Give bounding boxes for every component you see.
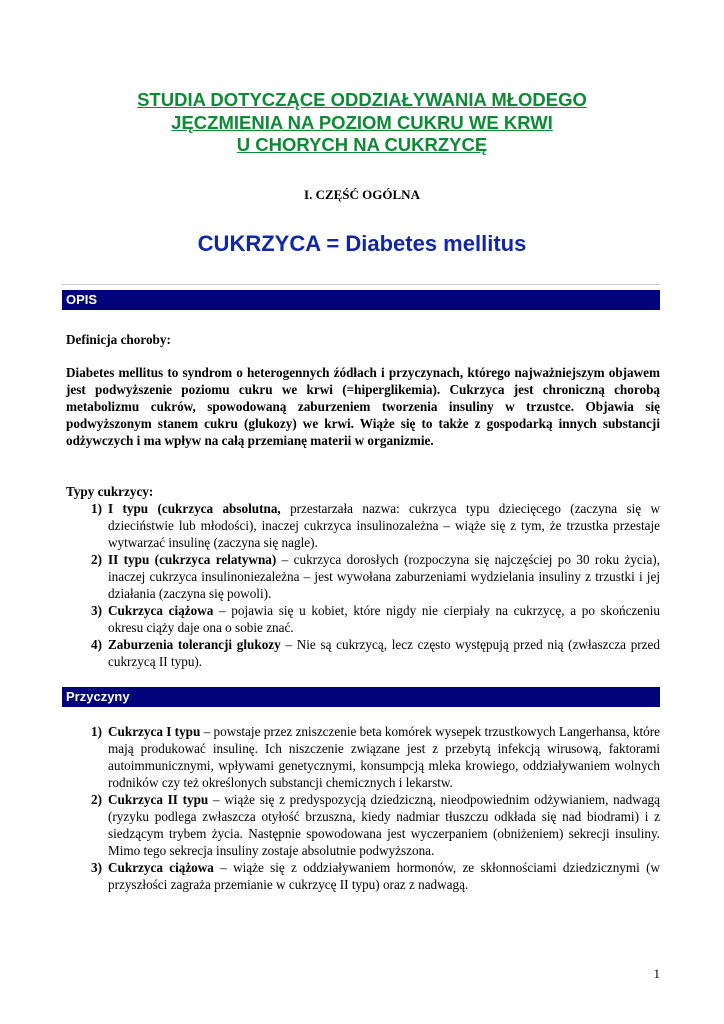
causes-list [66, 723, 660, 893]
list-item [66, 723, 660, 791]
list-text: przestarzała nazwa: cukrzyca typu dziecięcego (zaczyna się w dzieciństwie lub młodości), inaczej cukrzyca insulinozależna – wiąże się z tym, że trzustka przestaje wytwarzać insulinę (zaczyna się nagle). [108, 501, 661, 550]
list-number: 4) [91, 637, 102, 652]
definition-paragraph: Diabetes mellitus to syndrom o heterogennych źódłach i przyczynach, którego najważniejszym objawem jest podwyższenie poziomu cukru we krwi (=hiperglikemia). Cukrzyca jest chroniczną chorobą metabolizmu cukrów, spowodowaną zaburzeniem tworzenia insuliny w trzustce. Objawia się podwyższonym stanem cukru (glukozy) we krwi. Wiąże się to także z gospodarką innych substancji odżywczych i ma wpływ na całą przemianę materii w organizmie. [66, 365, 660, 448]
list-term: Cukrzyca II typu [108, 792, 209, 807]
list-text: – wiąże się z predyspozycją dziedziczną, nieodpowiednim odżywianiem, nadwagą (ryzyku podlega zwłaszcza otyłość brzuszna, kiedy nadmiar tłuszczu odkłada się nad biodrami) i z siedzącym trybem życia. Następnie spowodowana jest wyczerpaniem (obniżeniem) sekrecji insuliny. Mimo tego sekrecja insuliny zostaje absolutnie podwyższona. [108, 792, 661, 858]
list-term: I typu (cukrzyca absolutna, [108, 501, 281, 516]
list-item [66, 636, 660, 670]
list-number: 1) [91, 501, 102, 516]
list-text: – powstaje przez zniszczenie beta komórek wysepek trzustkowych Langerhansa, które mają produkować insulinę. Ich niszczenie związane jest z przebytą infekcją wirusową, faktorami autoimmunicznymi, wpływami genetycznymi, konsumpcją mleka krowiego, oddziaływaniem wolnych rodników czy też określonych substancji chemicznych i lekarstw. [108, 724, 660, 790]
list-item [66, 500, 660, 551]
types-label: Typy cukrzycy: [66, 484, 154, 499]
section-header-opis: OPIS [62, 290, 660, 310]
list-item [66, 602, 660, 636]
document-title [60, 89, 664, 157]
list-item [66, 859, 660, 893]
list-text: – pojawia się u kobiet, które nigdy nie cierpiały na cukrzycę, a po skończeniu okresu ciąży daje ona o sobie znać. [108, 603, 660, 635]
list-number: 3) [91, 603, 102, 618]
list-number: 1) [91, 724, 102, 739]
divider-line [62, 284, 660, 285]
page-number: 1 [653, 966, 660, 981]
list-text: – cukrzyca dorosłych (rozpoczyna się najczęściej po 30 roku życia), inaczej cukrzyca insulinoniezależna – jest wywołana zaburzeniami wydzielania insuliny z trzustki i jej działania (zaczyna się powoli). [108, 552, 660, 601]
title-line-3: U CHORYCH NA CUKRZYCĘ [236, 134, 488, 155]
title-line-1: STUDIA DOTYCZĄCE ODDZIAŁYWANIA MŁODEGO [137, 89, 587, 110]
list-term: II typu (cukrzyca relatywna) [108, 552, 277, 567]
list-number: 2) [91, 552, 102, 567]
list-item [66, 551, 660, 602]
types-list [66, 500, 660, 670]
definition-label: Definicja choroby: [66, 332, 171, 347]
part-heading: I. CZĘŚĆ OGÓLNA [304, 187, 420, 202]
disease-title: CUKRZYCA = Diabetes mellitus [197, 231, 527, 256]
list-number: 3) [91, 860, 102, 875]
list-term: Cukrzyca I typu [108, 724, 201, 739]
section-header-przyczyny: Przyczyny [62, 687, 660, 707]
list-text: – wiąże się z oddziaływaniem hormonów, ze skłonnościami dziedzicznymi (w przyszłości zagraża przemianie w cukrzycę II typu) oraz z nadwagą. [108, 860, 660, 892]
list-item [66, 791, 660, 859]
list-number: 2) [91, 792, 102, 807]
title-line-2: JĘCZMIENIA NA POZIOM CUKRU WE KRWI [171, 111, 553, 133]
list-term: Cukrzyca ciążowa [108, 860, 214, 875]
list-text: – Nie są cukrzycą, lecz często występują przed nią (zwłaszcza przed cukrzycą II typu). [108, 637, 660, 669]
list-term: Zaburzenia tolerancji glukozy [108, 637, 281, 652]
list-term: Cukrzyca ciążowa [108, 603, 214, 618]
